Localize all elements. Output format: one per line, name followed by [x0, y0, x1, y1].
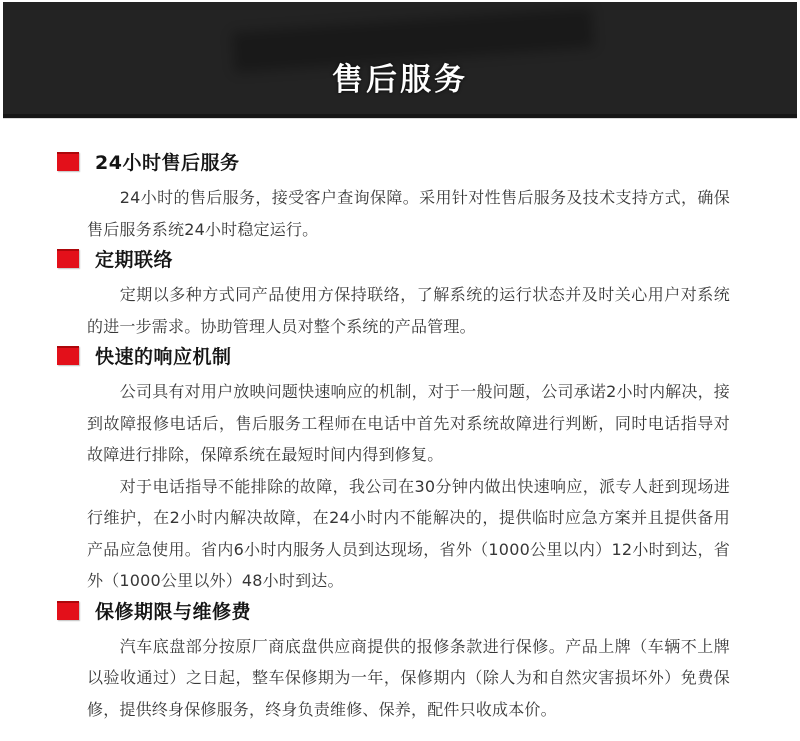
- section-heading-row: [57, 245, 730, 272]
- section-paragraph: 定期以多种方式同产品使用方保持联络，了解系统的运行状态并及时关心用户对系统的进一步需求。协助管理人员对整个系统的产品管理。: [87, 285, 730, 336]
- section-heading: 保修期限与维修费: [95, 600, 252, 623]
- section-paragraph: 汽车底盘部分按原厂商底盘供应商提供的报修条款进行保修。产品上牌（车辆不上牌以验收通过）之日起，整车保修期为一年，保修期内（除人为和自然灾害损坏外）免费保修，提供终身保修服务，终身负责维修、保养，配件只收成本价。: [87, 636, 730, 719]
- section-paragraph: 公司具有对用户放映问题快速响应的机制，对于一般问题，公司承诺2小时内解决，接到故障报修电话后，售后服务工程师在电话中首先对系统故障进行判断，同时电话指导对故障进行排除，保障系统在最短时间内得到修复。: [87, 382, 730, 464]
- section-heading: 定期联络: [95, 249, 174, 271]
- page-header: [3, 2, 797, 118]
- content-area: [0, 118, 800, 725]
- section-rapid-response: [57, 342, 730, 597]
- page-title: 售后服务: [332, 62, 468, 98]
- section-paragraph: 24小时的售后服务，接受客户查询保障。采用针对性售后服务及技术支持方式，确保售后服务系统24小时稳定运行。: [87, 188, 730, 239]
- section-heading: 快速的响应机制: [95, 346, 232, 368]
- red-square-bullet: [57, 346, 79, 365]
- section-heading: 24小时售后服务: [95, 152, 240, 174]
- section-heading-row: [57, 342, 730, 369]
- red-square-bullet: [57, 249, 79, 268]
- section-heading-row: [57, 597, 730, 624]
- section-regular-contact: [57, 245, 730, 342]
- red-square-bullet: [57, 152, 79, 171]
- section-24h-service: [57, 148, 730, 245]
- section-heading-row: [57, 148, 730, 175]
- section-paragraph: 对于电话指导不能排除的故障，我公司在30分钟内做出快速响应，派专人赶到现场进行维护，在2小时内解决故障，在24小时内不能解决的，提供临时应急方案并且提供备用产品应急使用。省内6小时内服务人员到达现场，省外（1000公里以内）12小时到达，省外（1000公里以外）48小时到达。: [87, 476, 730, 590]
- red-square-bullet: [57, 601, 79, 620]
- section-warranty: [57, 597, 730, 726]
